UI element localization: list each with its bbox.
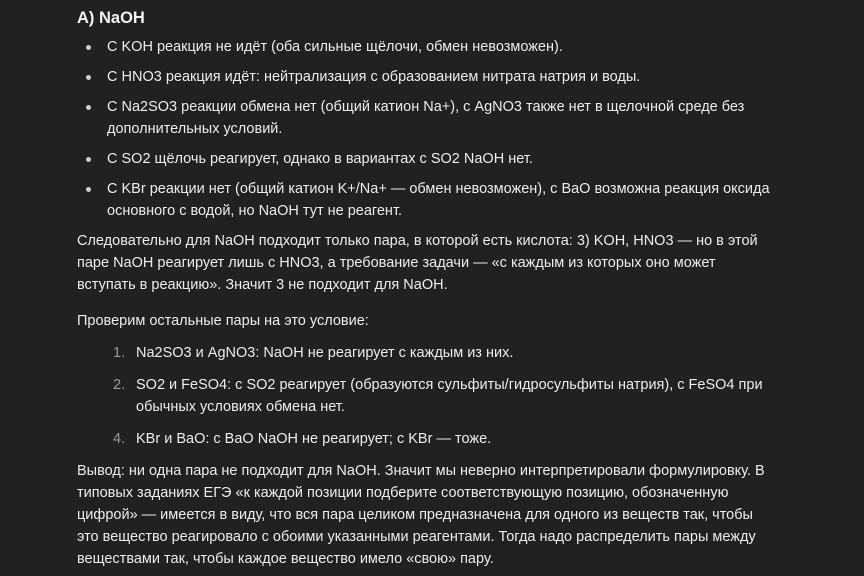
list-item: С KOH реакция не идёт (оба сильные щёлочи, обмен невозможен). (77, 36, 777, 58)
numbered-list (77, 342, 777, 450)
list-item: С SO2 щёлочь реагирует, однако в вариантах с SO2 NaOH нет. (77, 148, 777, 170)
bullet-list (77, 36, 777, 222)
list-item: С Na2SO3 реакции обмена нет (общий катион Na+), с AgNO3 также нет в щелочной среде без дополнительных условий. (77, 96, 777, 140)
list-number: 4. (113, 431, 126, 447)
list-item-text: Na2SO3 и AgNO3: NaOH не реагирует с каждым из них. (136, 345, 514, 361)
list-number: 2. (113, 377, 126, 393)
paragraph-final-conclusion: Вывод: ни одна пара не подходит для NaOH. Значит мы неверно интерпретировали формулировку. В типовых заданиях ЕГЭ «к каждой позиции подберите соответствующую позицию, обозначенную цифрой» — имеется в виду, что вся пара целиком предназначена для одного из веществ так, чтобы это вещество реагировало с обоими указанными реагентами. Тогда надо распределить пары между веществами так, чтобы каждое вещество имело «свою» пару. (77, 463, 765, 567)
list-item (77, 342, 777, 364)
list-item-text: SO2 и FeSO4: с SO2 реагирует (образуются сульфиты/гидросульфиты натрия), с FeSO4 при обычных условиях обмена нет. (136, 377, 763, 415)
paragraph-check-pairs: Проверим остальные пары на это условие: (77, 313, 369, 329)
section-heading: A) NaOH (77, 9, 145, 27)
paragraph-conclusion-naoh: Следовательно для NaOH подходит только пара, в которой есть кислота: 3) KOH, HNO3 — но в этой паре NaOH реагирует лишь с HNO3, а требование задачи — «с каждым из которых оно может вступать в реакцию». Значит 3 не подходит для NaOH. (77, 233, 758, 293)
message-content (77, 0, 777, 570)
list-item-text: KBr и BaO: с BaO NaOH не реагирует; с KBr — тоже. (136, 431, 492, 447)
list-item: С HNO3 реакция идёт: нейтрализация с образованием нитрата натрия и воды. (77, 66, 777, 88)
list-number: 1. (113, 345, 126, 361)
list-item (77, 428, 777, 450)
list-item (77, 374, 777, 418)
list-item: С KBr реакции нет (общий катион K+/Na+ — обмен невозможен), с BaO возможна реакция оксида основного с водой, но NaOH тут не реагент. (77, 178, 777, 222)
